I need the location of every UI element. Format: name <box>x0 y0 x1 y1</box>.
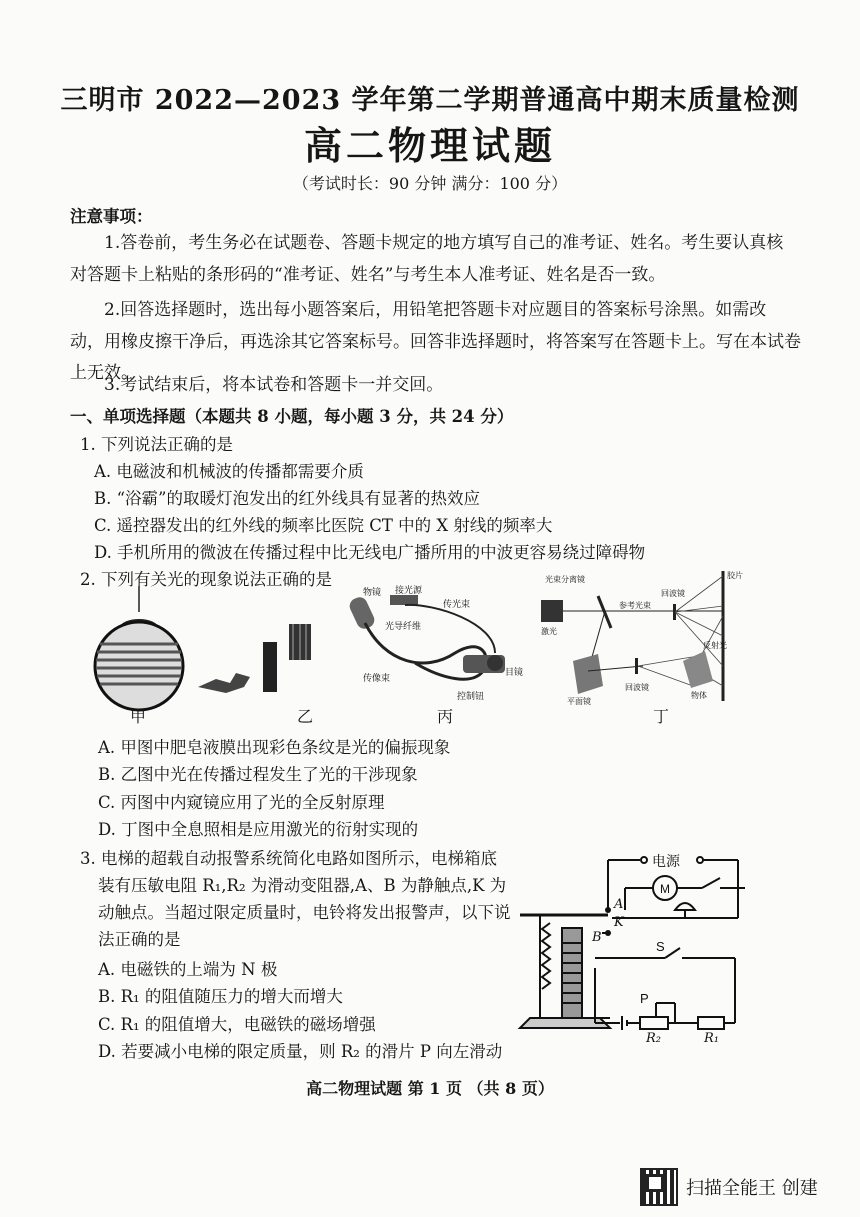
q2-option-a: A. 甲图中肥皂液膜出现彩色条纹是光的偏振现象 <box>98 738 451 757</box>
bing-label-beam: 传光束 <box>443 600 471 610</box>
figure-yi-slits <box>188 612 338 707</box>
q3-stem-line2: 装有压敏电阻 R₁,R₂ 为滑动变阻器,A、B 为静触点,K 为 <box>98 876 507 895</box>
q1-option-c: C. 遥控器发出的红外线的频率比医院 CT 中的 X 射线的频率大 <box>94 516 553 535</box>
exam-header-line: 三明市 2022—2023 学年第二学期普通高中期末质量检测 <box>60 85 800 116</box>
ding-label-reflect: 反射光 <box>703 641 727 650</box>
figure-label-ding: 丁 <box>653 707 670 726</box>
circuit-label-b: B <box>592 930 602 945</box>
circuit-label-motor: M <box>660 882 670 896</box>
figure-label-bing: 丙 <box>437 707 454 726</box>
notice-item-1a: 1.答卷前，考生务必在试题卷、答题卡规定的地方填写自己的准考证、姓名。考生要认真核 <box>104 233 784 253</box>
circuit-label-r1: R₁ <box>704 1031 719 1046</box>
bing-label-objective: 物镜 <box>363 588 382 598</box>
notice-item-2c: 上无效。 <box>70 363 138 383</box>
watermark-text: 扫描全能王 创建 <box>686 1178 818 1199</box>
q3-stem-line1: 3. 电梯的超载自动报警系统简化电路如图所示，电梯箱底 <box>80 849 497 868</box>
q1-option-b: B. “浴霸”的取暖灯泡发出的红外线具有显著的热效应 <box>94 489 480 508</box>
q1-stem: 1. 下列说法正确的是 <box>80 435 233 454</box>
notice-item-3: 3.考试结束后，将本试卷和答题卡一并交回。 <box>104 375 444 395</box>
ding-label-splitter: 光束分离镜 <box>545 575 585 584</box>
q3-option-a: A. 电磁铁的上端为 N 极 <box>98 960 278 979</box>
q3-option-c: C. R₁ 的阻值增大，电磁铁的磁场增强 <box>98 1015 376 1034</box>
q3-stem-line4: 法正确的是 <box>98 930 181 949</box>
circuit-label-power: 电源 <box>652 853 680 869</box>
qr-code-icon <box>640 1168 678 1206</box>
figure-ding-holography <box>533 566 743 706</box>
section-title: 一、单项选择题（本题共 8 小题，每小题 3 分，共 24 分） <box>70 407 514 426</box>
q1-option-a: A. 电磁波和机械波的传播都需要介质 <box>94 462 364 481</box>
ding-label-laser: 激光 <box>541 627 557 636</box>
exam-meta: （考试时长：90 分钟 满分：100 分） <box>292 174 568 193</box>
notice-item-2b: 动，用橡皮擦干净后，再选涂其它答案标号。回答非选择题时，将答案写在答题卡上。写在本试卷 <box>70 332 801 352</box>
ding-label-film: 胶片 <box>727 571 743 580</box>
ding-label-object: 物体 <box>691 691 707 700</box>
figure-jia-soap-film <box>84 586 194 716</box>
circuit-label-k: K <box>614 915 624 930</box>
scanner-watermark <box>640 1168 818 1206</box>
q3-stem-line3: 动触点。当超过限定质量时，电铃将发出报警声，以下说 <box>98 903 511 922</box>
bing-label-image-beam: 传像束 <box>363 674 391 684</box>
ding-label-mirror2: 回波镜 <box>625 683 649 692</box>
bing-label-knob: 控制钮 <box>457 692 485 702</box>
q3-option-d: D. 若要减小电梯的限定质量，则 R₂ 的滑片 P 向左滑动 <box>98 1042 503 1061</box>
figure-elevator-circuit <box>510 848 745 1046</box>
ding-label-ref: 参考光束 <box>619 601 651 610</box>
bing-label-light: 接光源 <box>395 586 423 596</box>
q2-option-d: D. 丁图中全息照相是应用激光的衍射实现的 <box>98 820 419 839</box>
q2-option-b: B. 乙图中光在传播过程发生了光的干涉现象 <box>98 765 418 784</box>
circuit-label-r2: R₂ <box>646 1031 661 1046</box>
notice-item-1b: 对答题卡上粘贴的条形码的“准考证、姓名”与考生本人准考证、姓名是否一致。 <box>70 265 666 285</box>
circuit-label-a: A <box>614 897 624 912</box>
q1-option-d: D. 手机所用的微波在传播过程中比无线电广播所用的中波更容易绕过障碍物 <box>94 543 646 562</box>
figure-bing-endoscope <box>345 583 524 708</box>
bing-label-eyepiece: 目镜 <box>505 668 524 678</box>
page-footer: 高二物理试题 第 1 页 （共 8 页） <box>306 1079 554 1098</box>
circuit-label-p: P <box>640 991 649 1006</box>
q2-stem: 2. 下列有关光的现象说法正确的是 <box>80 570 332 589</box>
figure-label-jia: 甲 <box>130 707 147 726</box>
ding-label-mirror1: 回波镜 <box>661 589 685 598</box>
notice-title: 注意事项： <box>70 207 153 226</box>
circuit-label-s: S <box>656 939 665 954</box>
notice-item-2a: 2.回答选择题时，选出每小题答案后，用铅笔把答题卡对应题目的答案标号涂黑。如需改 <box>104 300 767 320</box>
ding-label-plane-mirror: 平面镜 <box>567 697 591 706</box>
figure-label-yi: 乙 <box>297 707 314 726</box>
q3-option-b: B. R₁ 的阻值随压力的增大而增大 <box>98 987 343 1006</box>
exam-title: 高二物理试题 <box>303 123 556 168</box>
bing-label-fiber: 光导纤维 <box>385 622 422 632</box>
q2-option-c: C. 丙图中内窥镜应用了光的全反射原理 <box>98 793 385 812</box>
